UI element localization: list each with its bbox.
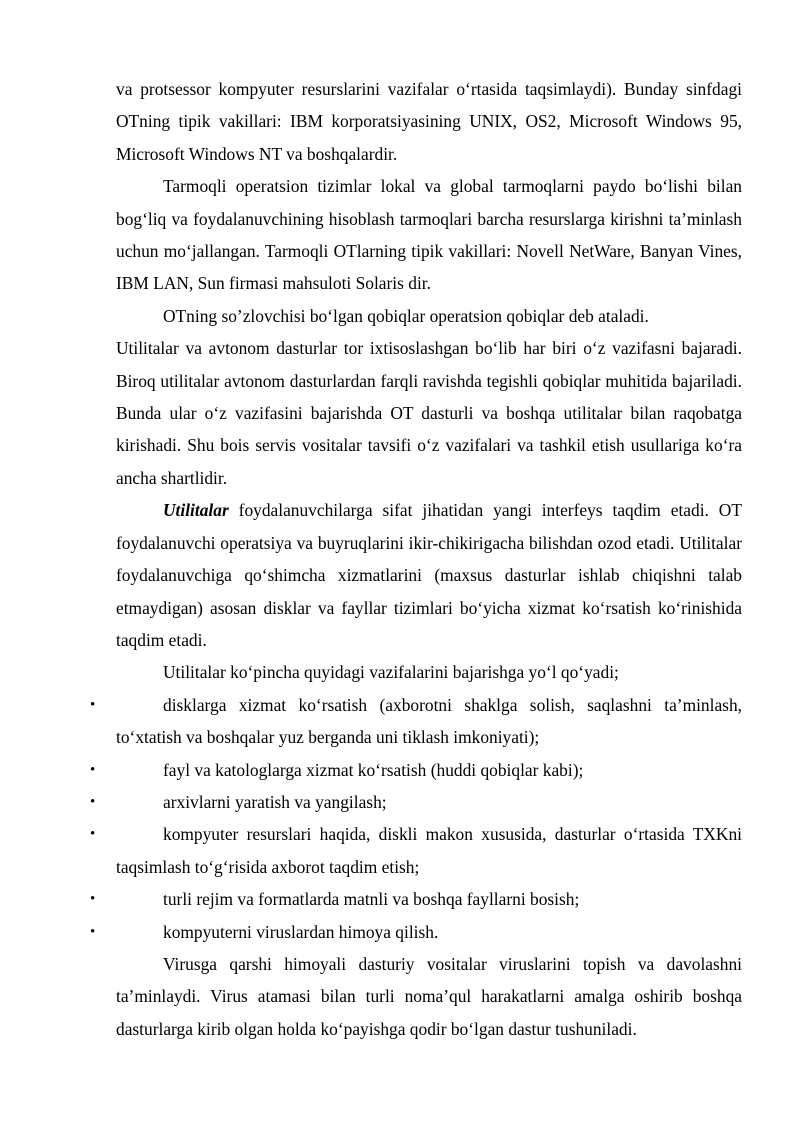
list-item-text: turli rejim va formatlarda matnli va boshqa fayllarni bosish; <box>163 889 580 910</box>
list-item <box>90 689 742 754</box>
paragraph-operational-shells: OTning so’zlovchisi bo‘lgan qobiqlar operatsion qobiqlar deb ataladi. <box>163 305 649 326</box>
bullet-icon: • <box>90 696 96 713</box>
paragraph-utilities-intro: Utilitalar ko‘pincha quyidagi vazifalarini bajarishga yo‘l qo‘yadi; <box>163 662 619 683</box>
list-item-text: disklarga xizmat ko‘rsatish (axborotni shaklga solish, saqlashni ta’minlash, to‘xtatish va boshqalar yuz berganda uni tiklash imkoniyati); <box>116 694 742 748</box>
paragraph-utilities-definition-text: foydalanuvchilarga sifat jihatidan yangi interfeys taqdim etadi. OT foydalanuvchi operatsiya va buyruqlarini ikir-chikirigacha bilishdan ozod etadi. Utilitalar foydalanuvchiga qo‘shimcha xizmatlarini (maxsus dasturlar ishlab chiqishni talab etmaydigan) asosan disklar va fayllar tizimlari bo‘yicha xizmat ko‘rsatish ko‘rinishida taqdim etadi. <box>116 500 742 650</box>
bullet-icon: • <box>90 891 96 908</box>
bullet-icon: • <box>90 761 96 778</box>
list-item-text: fayl va katologlarga xizmat ko‘rsatish (huddi qobiqlar kabi); <box>163 759 584 780</box>
paragraph-network-os: Tarmoqli operatsion tizimlar lokal va global tarmoqlarni paydo bo‘lishi bilan bog‘liq va foydalanuvchining hisoblash tarmoqlari barcha resurslarga kirishni ta’minlash uchun mo‘jallangan. Tarmoqli OTlarning tipik vakillari: Novell NetWare, Banyan Vines, IBM LAN, Sun firmasi mahsuloti Solaris dir. <box>116 176 742 294</box>
list-item-text: kompyuter resurslari haqida, diskli makon xususida, dasturlar o‘rtasida TXKni taqsimlash to‘g‘risida axborot taqdim etish; <box>116 824 742 877</box>
list-item <box>90 883 742 915</box>
list-item <box>90 786 742 818</box>
paragraph-antivirus: Virusga qarshi himoyali dasturiy vositalar viruslarini topish va davolashni ta’minlaydi. Virus atamasi bilan turli noma’qul harakatlarni amalga oshirib boshqa dasturlarga kirib olgan holda ko‘payishga qodir bo‘lgan dastur tushuniladi. <box>116 953 742 1039</box>
list-item-text: kompyuterni viruslardan himoya qilish. <box>163 921 439 942</box>
paragraph-utilities-definition <box>116 494 742 656</box>
document-page <box>90 73 742 1045</box>
list-item-text: arxivlarni yaratish va yangilash; <box>163 791 387 812</box>
paragraph-os-classes-continued: va protsessor kompyuter resurslarini vazifalar o‘rtasida taqsimlaydi). Bunday sinfdagi OTning tipik vakillari: IBM korporatsiyasining UNIX, OS2, Microsoft Windows 95, Microsoft Windows NT va boshqalardir. <box>116 79 742 164</box>
bullet-icon: • <box>90 923 96 940</box>
term-utilitalar: Utilitalar <box>163 500 229 521</box>
bullet-icon: • <box>90 793 96 810</box>
bullet-icon: • <box>90 826 96 843</box>
paragraph-utilities-and-standalone: Utilitalar va avtonom dasturlar tor ixtisoslashgan bo‘lib har biri o‘z vazifasni bajaradi. Biroq utilitalar avtonom dasturlardan farqli ravishda tegishli qobiqlar muhitida bajariladi. Bunda ular o‘z vazifasini bajarishda OT dasturli va boshqa utilitalar bilan raqobatga kirishadi. Shu bois servis vositalar tavsifi o‘z vazifalari va tashkil etish usullariga ko‘ra ancha shartlidir. <box>116 338 742 488</box>
list-item <box>90 754 742 786</box>
list-item <box>90 818 742 883</box>
list-item <box>90 916 742 948</box>
